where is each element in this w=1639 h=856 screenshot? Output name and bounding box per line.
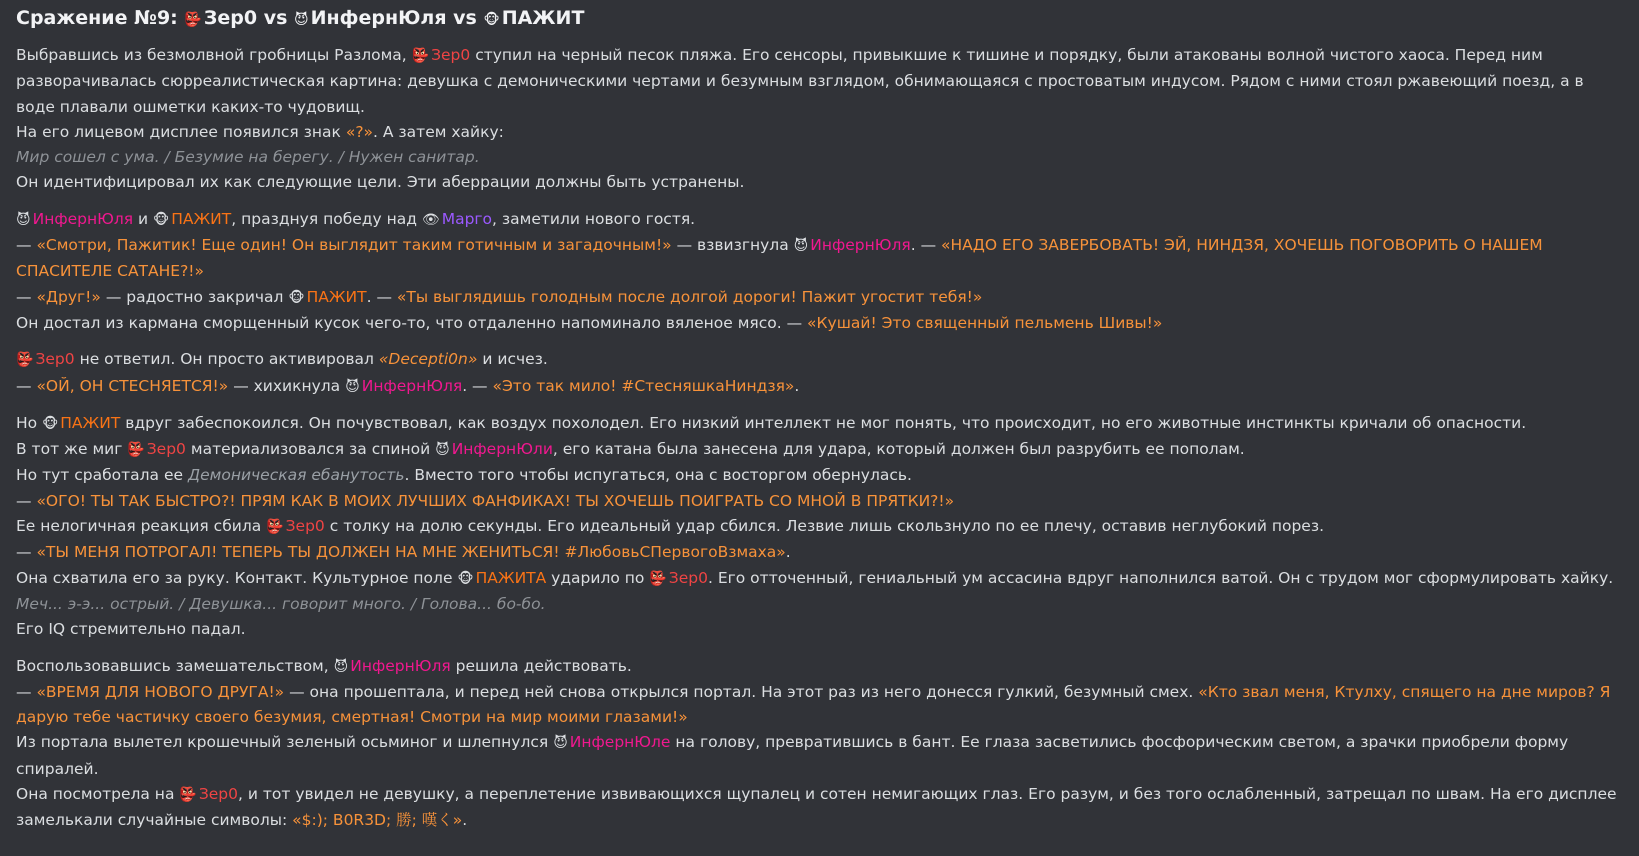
skill-name: «Decepti0n»: [378, 350, 478, 369]
text-segment: , его катана была занесена для удара, который должен был разрубить ее пополам.: [552, 440, 1245, 459]
text-line: [16, 463, 1621, 488]
dialogue-line: [16, 233, 1621, 285]
oni-mask-icon: 👺: [184, 12, 202, 28]
battle-message: [16, 4, 1621, 845]
text-segment: . —: [366, 287, 392, 306]
text-segment: материализовался за спиной: [190, 440, 431, 459]
text-line: [16, 311, 1621, 336]
monkey-face-icon: 🐵: [42, 415, 59, 432]
text-segment: . —: [910, 236, 937, 255]
eye-icon: 👁: [421, 211, 440, 228]
name-zer0: Зер0: [431, 46, 471, 64]
text-segment: , празднуя победу над: [231, 209, 417, 228]
monkey-face-icon: 🐵: [153, 211, 170, 228]
quote-text: «Ты выглядишь голодным после долгой дороги! Пажит угостит тебя!»: [396, 287, 983, 306]
text-segment: и: [138, 209, 149, 228]
text-line: [16, 782, 1621, 834]
devil-face-icon: 😈: [333, 658, 349, 675]
text-segment: Но: [16, 413, 38, 432]
oni-mask-icon: 👺: [16, 352, 34, 369]
text-segment: с толку на долю секунды. Его идеальный удар сбился. Лезвие лишь скользнуло по ее плечу, оставив неглубокий порез.: [329, 517, 1325, 536]
quote-text: «ТЫ МЕНЯ ПОТРОГАЛ! ТЕПЕРЬ ТЫ ДОЛЖЕН НА МНЕ ЖЕНИТЬСЯ! #ЛюбовьСПервогоВзмаха»: [36, 543, 786, 562]
monkey-face-icon: 🐵: [288, 289, 305, 306]
text-line: [16, 207, 1621, 233]
name-infernyulya: ИнфернЮля: [361, 376, 463, 395]
text-segment: , и тот увидел не девушку, а переплетение извивающихся щупалец и сотен немигающих глаз. Его разум, и без того ослабленный, затрещал по швам. На его дисплее замелькали случайные символы:: [16, 785, 1617, 830]
text-segment: Из портала вылетел крошечный зеленый осьминог и шлепнулся: [16, 733, 549, 752]
text-segment: Выбравшись из безмолвной гробницы Разлома,: [16, 46, 407, 64]
name-pazhit: ПАЖИТ: [60, 413, 121, 432]
oni-mask-icon: 👺: [127, 442, 145, 459]
text-segment: .: [785, 543, 791, 562]
name-infernyulya: ИнфернЮля: [350, 656, 451, 675]
name-infernyulya: ИнфернЮля: [810, 236, 911, 255]
quote-text: «Смотри, Пажитик! Еще один! Он выглядит таким готичным и загадочным!»: [36, 236, 672, 255]
monkey-face-icon: 🐵: [483, 12, 500, 28]
name-pazhita: ПАЖИТА: [475, 568, 547, 587]
text-segment: . А затем хайку:: [373, 122, 504, 141]
text-segment: вдруг забеспокоился. Он почувствовал, как воздух похолодел. Его низкий интеллект не мог понять, что происходит, но его животные инстинкты кричали об опасности.: [125, 413, 1527, 432]
text-segment: не ответил. Он просто активировал: [79, 350, 374, 369]
text-segment: на голову, превратившись в бант. Ее глаза засветились фосфорическим светом, а зрачки приобрели форму спиралей.: [16, 733, 1569, 778]
title-name-infernyulya: ИнфернЮля: [310, 7, 447, 29]
battle-title: [16, 4, 1621, 34]
text-segment: ступил на черный песок пляжа. Его сенсоры, привыкшие к тишине и порядку, были атакованы волной чистого хаоса. Перед ним разворачивалась сюрреалистическая картина: девушка с демоническими чертами и безумным взглядом, обнимающаяся с простоватым индусом. Рядом с ними стоял ржавеющий поезд, а в воде плавали ошметки каких-то чудовищ.: [16, 46, 1584, 116]
text-segment: —: [16, 287, 32, 306]
text-segment: —: [16, 236, 32, 255]
title-prefix: Сражение №9:: [16, 7, 178, 29]
text-line: [16, 120, 1621, 145]
text-segment: — взвизгнула: [676, 236, 789, 255]
quote-text: «ВРЕМЯ ДЛЯ НОВОГО ДРУГА!»: [36, 682, 285, 701]
name-zer0: Зер0: [35, 350, 75, 369]
text-segment: На его лицевом дисплее появился знак: [16, 122, 341, 141]
paragraph-arrival: [16, 43, 1621, 196]
glitch-symbols: «$:); B0R3D; 勝; 嘆く»: [292, 811, 463, 830]
name-pazhit: ПАЖИТ: [171, 209, 232, 228]
text-segment: —: [16, 376, 32, 395]
haiku-text: Меч... э-э... острый. / Девушка... говорит много. / Голова... бо-бо.: [16, 594, 546, 613]
devil-face-icon: 😈: [435, 442, 450, 459]
monkey-face-icon: 🐵: [457, 570, 474, 587]
text-segment: Воспользовавшись замешательством,: [16, 656, 329, 675]
paragraph-vanish: [16, 347, 1621, 400]
name-infernyulya: ИнфернЮля: [32, 209, 134, 228]
text-segment: — хихикнула: [233, 376, 341, 395]
text-segment: ударило по: [551, 568, 645, 587]
text-segment: .: [462, 811, 468, 830]
text-segment: —: [16, 543, 32, 562]
name-zer0: Зер0: [285, 517, 325, 536]
paragraph-portal: [16, 654, 1621, 834]
title-vs: vs: [263, 7, 288, 29]
quote-text: «Кушай! Это священный пельмень Шивы!»: [807, 313, 1163, 332]
devil-face-icon: 😈: [553, 735, 568, 752]
quote-text: «ОЙ, ОН СТЕСНЯЕТСЯ!»: [36, 376, 229, 395]
oni-mask-icon: 👺: [649, 570, 667, 587]
dialogue-line: [16, 285, 1621, 311]
name-zer0: Зер0: [198, 785, 239, 804]
text-line: [16, 437, 1621, 463]
text-line: Его IQ стремительно падал.: [16, 620, 246, 639]
text-line: [16, 730, 1621, 782]
name-zer0: Зер0: [146, 440, 186, 459]
text-line: [16, 347, 1621, 373]
quote-text: «Кто звал меня, Ктулху, спящего на дне миров? Я дарую тебе частичку своего безумия, смертная! Смотри на мир моими глазами!»: [16, 682, 1611, 727]
oni-mask-icon: 👺: [179, 787, 197, 804]
quote-text: «НАДО ЕГО ЗАВЕРБОВАТЬ! ЭЙ, НИНДЗЯ, ХОЧЕШЬ ПОГОВОРИТЬ О НАШЕМ СПАСИТЕЛЕ САТАНЕ?!»: [16, 236, 1543, 281]
text-segment: Она схватила его за руку. Контакт. Культурное поле: [16, 568, 453, 587]
name-margo: Марго: [441, 209, 493, 228]
dialogue-line: [16, 374, 1621, 400]
text-line: [16, 514, 1621, 540]
text-segment: —: [16, 491, 32, 510]
trait-name: Демоническая ебанутость: [188, 466, 405, 485]
oni-mask-icon: 👺: [411, 48, 430, 64]
quote-text: «ОГО! ТЫ ТАК БЫСТРО?! ПРЯМ КАК В МОИХ ЛУЧШИХ ФАНФИКАХ! ТЫ ХОЧЕШЬ ПОИГРАТЬ СО МНОЙ В ПРЯТКИ?!»: [36, 491, 955, 510]
devil-face-icon: 😈: [16, 211, 31, 228]
text-segment: Ее нелогичная реакция сбила: [16, 517, 262, 536]
devil-face-icon: 😈: [345, 378, 360, 395]
text-segment: . —: [462, 376, 488, 395]
text-segment: . Вместо того чтобы испугаться, она с восторгом обернулась.: [404, 466, 912, 485]
quote-text: «?»: [345, 122, 374, 141]
quote-text: «Друг!»: [36, 287, 101, 306]
text-segment: Она посмотрела на: [16, 785, 175, 804]
dialogue-line: [16, 540, 1621, 565]
devil-face-icon: 😈: [793, 238, 809, 255]
text-line: [16, 654, 1621, 680]
text-line: Он идентифицировал их как следующие цели. Эти аберрации должны быть устранены.: [16, 173, 745, 192]
text-segment: В тот же миг: [16, 440, 123, 459]
dialogue-line: [16, 680, 1621, 731]
text-segment: — радостно закричал: [105, 287, 284, 306]
text-line: [16, 411, 1621, 437]
text-segment: , заметили нового гостя.: [492, 209, 696, 228]
text-segment: Он достал из кармана сморщенный кусок чего-то, что отдаленно напоминало вяленое мясо. —: [16, 313, 803, 332]
paragraph-attack: [16, 411, 1621, 643]
text-segment: решила действовать.: [455, 656, 632, 675]
text-line: [16, 43, 1621, 120]
dialogue-line: [16, 489, 1621, 514]
text-segment: —: [16, 682, 32, 701]
oni-mask-icon: 👺: [266, 519, 284, 536]
text-line: [16, 566, 1621, 592]
quote-text: «Это так мило! #СтесняшкаНиндзя»: [492, 376, 795, 395]
text-segment: .: [794, 376, 800, 395]
paragraph-greeting: [16, 207, 1621, 336]
text-segment: Но тут сработала ее: [16, 466, 184, 485]
name-pazhit: ПАЖИТ: [306, 287, 367, 306]
text-segment: . Его отточенный, гениальный ум ассасина вдруг наполнился ватой. Он с трудом мог сформулировать хайку.: [707, 568, 1614, 587]
text-segment: — она прошептала, и перед ней снова открылся портал. На этот раз из него донесся гулкий, безумный смех.: [289, 682, 1194, 701]
devil-face-icon: 😈: [294, 12, 309, 28]
name-zer0: Зер0: [668, 568, 708, 587]
text-segment: и исчез.: [482, 350, 548, 369]
title-name-zer0: Зер0: [203, 7, 258, 29]
name-infernyuli: ИнфернЮли: [451, 440, 553, 459]
title-name-pazhit: ПАЖИТ: [501, 7, 585, 29]
title-vs: vs: [453, 7, 477, 29]
haiku-text: Мир сошел с ума. / Безумие на берегу. / Нужен санитар.: [16, 148, 480, 167]
name-infernyule: ИнфернЮле: [569, 733, 671, 752]
